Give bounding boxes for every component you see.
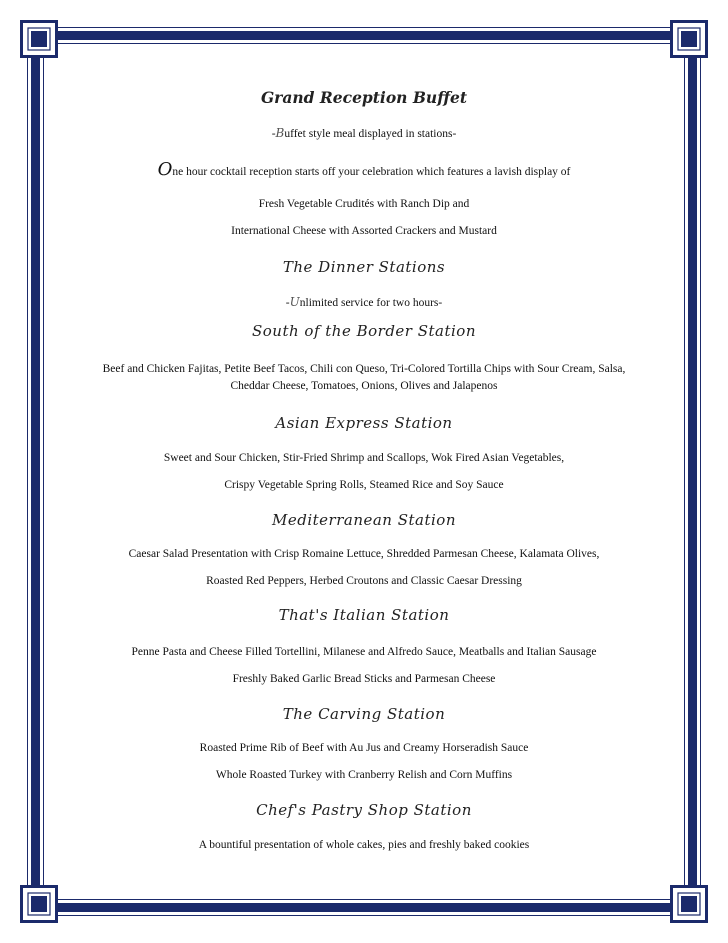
station-line: Roasted Red Peppers, Herbed Croutons and Classic Caesar Dressing	[206, 575, 522, 587]
station-line: Cheddar Cheese, Tomatoes, Onions, Olives and Jalapenos	[230, 380, 498, 392]
cocktail-item: Fresh Vegetable Crudités with Ranch Dip and	[258, 198, 470, 210]
corner-ornament-top-left	[20, 20, 58, 58]
cocktail-item: International Cheese with Assorted Crackers and Mustard	[231, 225, 497, 237]
station-line: Beef and Chicken Fajitas, Petite Beef Tacos, Chili con Queso, Tri-Colored Tortilla Chips with Sour Cream, Salsa,	[102, 363, 626, 375]
station-line: Caesar Salad Presentation with Crisp Romaine Lettuce, Shredded Parmesan Cheese, Kalamata Olives,	[128, 548, 600, 560]
subtitle-initial: B	[275, 126, 285, 140]
station-heading: Mediterranean Station	[272, 511, 456, 529]
dinner-note-prefix: -	[285, 297, 290, 309]
station-line: Whole Roasted Turkey with Cranberry Relish and Corn Muffins	[215, 769, 513, 781]
intro-text: ne hour cocktail reception starts off your celebration which features a lavish display of	[172, 166, 571, 178]
station-heading: That's Italian Station	[278, 606, 450, 624]
station-heading: Chef's Pastry Shop Station	[256, 801, 472, 819]
intro-paragraph	[60, 159, 668, 180]
subtitle-text: uffet style meal displayed in stations-	[284, 128, 457, 140]
dinner-note	[60, 295, 668, 310]
station-heading: The Carving Station	[282, 705, 446, 723]
corner-ornament-top-right	[670, 20, 708, 58]
corner-ornament-bottom-left	[20, 885, 58, 923]
station-line: Freshly Baked Garlic Bread Sticks and Parmesan Cheese	[232, 673, 496, 685]
dinner-stations-heading: The Dinner Stations	[282, 258, 446, 276]
dinner-note-initial: U	[289, 295, 300, 309]
station-line: Crispy Vegetable Spring Rolls, Steamed Rice and Soy Sauce	[224, 479, 504, 491]
dinner-note-text: nlimited service for two hours-	[299, 297, 443, 309]
station-heading: Asian Express Station	[275, 414, 453, 432]
subtitle	[60, 126, 668, 141]
station-line: Sweet and Sour Chicken, Stir-Fried Shrimp and Scallops, Wok Fired Asian Vegetables,	[163, 452, 565, 464]
subtitle-prefix: -	[271, 128, 276, 140]
intro-initial: O	[157, 159, 173, 180]
menu-content	[60, 0, 668, 943]
corner-ornament-bottom-right	[670, 885, 708, 923]
station-line: Penne Pasta and Cheese Filled Tortellini, Milanese and Alfredo Sauce, Meatballs and Italian Sausage	[131, 646, 597, 658]
station-line: A bountiful presentation of whole cakes, pies and freshly baked cookies	[198, 839, 530, 851]
station-line: Roasted Prime Rib of Beef with Au Jus and Creamy Horseradish Sauce	[199, 742, 529, 754]
page-title: Grand Reception Buffet	[260, 88, 468, 107]
station-heading: South of the Border Station	[251, 322, 476, 340]
